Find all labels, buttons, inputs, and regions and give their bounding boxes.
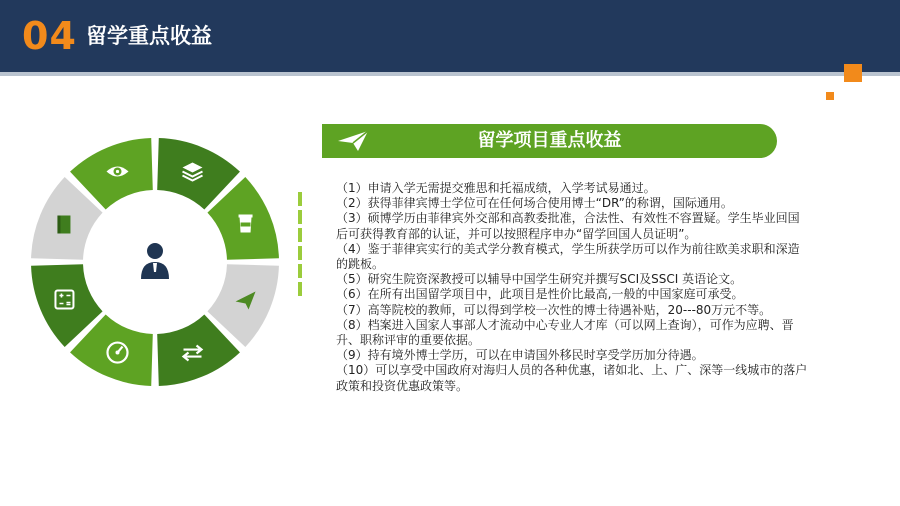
benefit-item (336, 272, 896, 287)
benefit-item (336, 242, 896, 272)
benefit-item (336, 348, 896, 363)
benefit-line: 升、职称评审的重要依据。 (336, 333, 481, 348)
book-icon (57, 215, 70, 233)
benefit-item (336, 287, 896, 302)
benefit-item (336, 211, 896, 241)
benefit-line: （3）硕博学历由菲律宾外交部和高教委批准，合法性、有效性不容置疑。学生毕业回国 (336, 211, 800, 226)
section-banner (322, 124, 777, 158)
benefit-line: （9）持有境外博士学历，可以在申请国外移民时享受学历加分待遇。 (336, 348, 704, 363)
section-title: 留学项目重点收益 (477, 130, 622, 151)
benefit-line: （6）在所有出国留学项目中，此项目是性价比最高,一般的中国家庭可承受。 (336, 287, 744, 302)
benefit-line: （5）研究生院资深教授可以辅导中国学生研究并撰写SCI及SSCI 英语论文。 (336, 272, 743, 287)
benefit-line: （2）获得菲律宾博士学位可在任何场合使用博士“DR”的称谓，国际通用。 (336, 196, 733, 211)
decor-square-small (826, 92, 834, 100)
benefit-line: （1）申请入学无需提交雅思和托福成绩，入学考试易通过。 (336, 181, 656, 195)
benefit-item (336, 303, 896, 318)
benefit-line: （10）可以享受中国政府对海归人员的各种优惠，诸如北、上、广、深等一线城市的落户 (336, 363, 808, 378)
benefit-item (336, 181, 896, 196)
benefit-line: 的跳板。 (336, 257, 385, 272)
benefit-line: （4）鉴于菲律宾实行的美式学分教育模式，学生所获学历可以作为前往欧美求职和深造 (336, 241, 800, 256)
benefit-list (336, 181, 896, 394)
benefit-line: 政策和投资优惠政策等。 (336, 378, 469, 393)
benefit-line: （7）高等院校的教师，可以得到学校一次性的博士待遇补贴，20---80万元不等。 (336, 302, 772, 317)
paper-plane-icon (336, 128, 370, 154)
section-number: 04 (22, 14, 77, 58)
benefit-item (336, 363, 896, 393)
benefit-line: （8）档案进入国家人事部人才流动中心专业人才库（可以网上查询），可作为应聘、晋 (336, 317, 794, 332)
benefit-item (336, 196, 896, 211)
benefit-ring-diagram (0, 0, 300, 506)
benefit-item (336, 318, 896, 348)
decor-square-large (844, 64, 862, 82)
divider-dots (298, 192, 302, 296)
cup-icon (239, 214, 253, 232)
benefit-line: 后可获得教育部的认证，并可以按照程序申办“留学回国人员证明”。 (336, 226, 697, 241)
page-title: 留学重点收益 (86, 24, 212, 48)
